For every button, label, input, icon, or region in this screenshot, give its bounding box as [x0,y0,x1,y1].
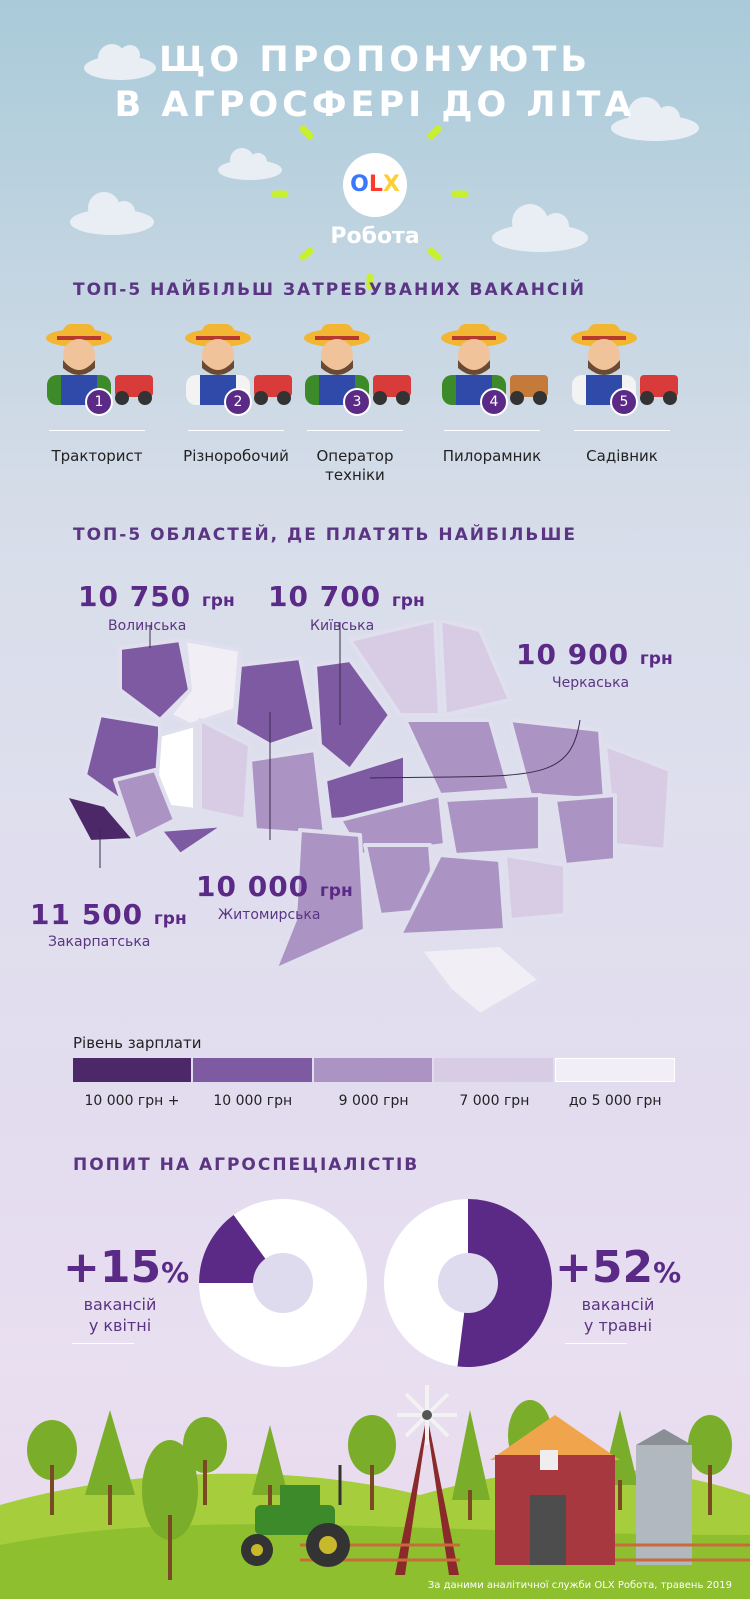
legend-swatches [73,1058,675,1082]
donut-april [198,1198,368,1368]
olx-logo: OLX [343,153,407,217]
legend-swatch [314,1058,432,1082]
job-label: Оператор техніки [316,447,394,484]
job-rank-badge: 3 [343,388,371,416]
may-percent: +52% [555,1242,682,1293]
legend-swatch [555,1058,675,1082]
april-percent: +15% [63,1242,190,1293]
legend-swatch [193,1058,311,1082]
region-name-kyiv: Київська [310,618,375,634]
region-name-volyn: Волинська [108,618,187,634]
map-region-crimea [420,945,540,1015]
demand-heading: ПОПИТ НА АГРОСПЕЦІАЛІСТІВ [73,1155,420,1175]
job-rank-badge: 1 [85,388,113,416]
legend-label: до 5 000 грн [568,1093,662,1109]
watering-can-icon [640,375,678,405]
job-rank-badge: 5 [610,388,638,416]
legend-swatch [434,1058,552,1082]
map-region-zhytomyr [235,658,315,745]
legend-label: 10 000 грн [213,1093,293,1109]
map-region-donetsk [555,795,615,865]
title-line-1: ЩО ПРОПОНУЮТЬ [159,40,591,80]
job-rank-badge: 4 [480,388,508,416]
harvester-icon [373,375,411,405]
legend-label: 7 000 грн [459,1093,530,1109]
saw-icon [510,375,548,405]
legend-title: Рівень зарплати [73,1034,202,1052]
may-underline [565,1343,627,1344]
map-region-kharkiv [510,720,605,800]
cloud-icon [492,204,588,252]
legend-swatch [73,1058,191,1082]
amount-zakarpattia: 11 500 грн [30,898,187,931]
job-label: Тракторист [51,447,143,465]
map-region-poltava [405,720,510,795]
tractor-icon [115,375,153,405]
amount-cherkasy: 10 900 грн [516,638,673,671]
jobs-heading: ТОП-5 НАЙБІЛЬШ ЗАТРЕБУВАНИХ ВАКАНСІЙ [73,280,586,300]
regions-heading: ТОП-5 ОБЛАСТЕЙ, ДЕ ПЛАТЯТЬ НАЙБІЛЬШЕ [73,525,577,545]
job-divider [444,430,540,431]
donut-may [383,1198,553,1368]
legend-label: 10 000 грн + [84,1093,180,1109]
map-region-chernivtsi [160,825,225,855]
job-divider [188,430,284,431]
amount-volyn: 10 750 грн [78,580,235,613]
map-region-khmelnytskyi [200,720,250,820]
farm-landscape [0,1385,750,1599]
job-divider [49,430,145,431]
april-caption: вакансій у квітні [83,1295,157,1335]
legend-label: 9 000 грн [338,1093,409,1109]
donut-may-hole [438,1253,498,1313]
amount-zhytomyr: 10 000 грн [196,870,353,903]
logo-subtitle: Робота [330,224,420,249]
job-divider [307,430,403,431]
map-region-dnipro [445,795,540,855]
april-underline [72,1343,134,1344]
job-rank-badge: 2 [224,388,252,416]
cloud-icon [70,192,154,235]
region-name-cherkasy: Черкаська [552,675,630,691]
title-line-2: В АГРОСФЕРІ ДО ЛІТА [114,85,636,125]
may-caption: вакансій у травні [581,1295,655,1335]
job-label: Різноробочий [183,447,289,465]
footer-source: За даними аналітичної служби OLX Робота, травень 2019 [427,1580,732,1591]
region-name-zakarpattia: Закарпатська [48,934,151,950]
map-region-zaporizhzhia [505,855,565,920]
donut-april-hole [253,1253,313,1313]
map-region-sumy [440,620,510,715]
map-region-vinnytsia [250,750,325,835]
job-divider [574,430,670,431]
amount-kyiv: 10 700 грн [268,580,425,613]
job-label: Пилорамник [442,447,542,465]
region-name-zhytomyr: Житомирська [218,907,321,923]
job-label: Садівник [586,447,658,465]
